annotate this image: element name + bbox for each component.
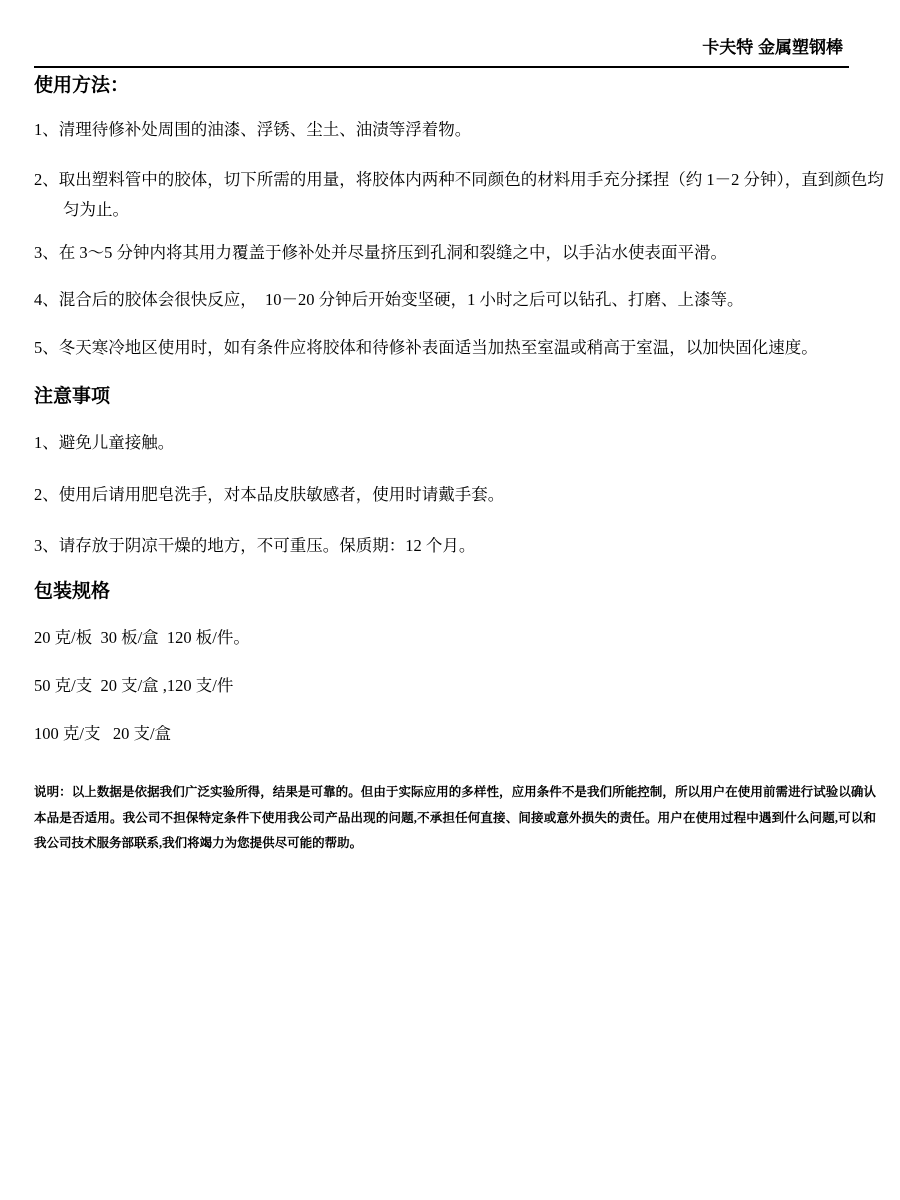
notes-item-2: 2、使用后请用肥皂洗手，对本品皮肤敏感者，使用时请戴手套。 bbox=[34, 485, 505, 504]
notes-item-1: 1、避免儿童接触。 bbox=[34, 433, 175, 452]
usage-item-1: 1、清理待修补处周围的油漆、浮锈、尘土、油渍等浮着物。 bbox=[34, 120, 472, 139]
doc-header-title: 卡夫特 金属塑钢棒 bbox=[702, 38, 843, 57]
usage-section-heading: 使用方法： bbox=[34, 75, 130, 96]
usage-item-2: 2、取出塑料管中的胶体，切下所需的用量，将胶体内两种不同颜色的材料用手充分揉捏（约 1－2 分钟），直到颜色均匀为止。 bbox=[34, 170, 884, 219]
notes-item-3: 3、请存放于阴凉干燥的地方，不可重压。保质期：12 个月。 bbox=[34, 536, 476, 555]
packaging-spec-3: 100 克/支 20 支/盒 bbox=[34, 724, 172, 743]
usage-item-3: 3、在 3～5 分钟内将其用力覆盖于修补处并尽量挤压到孔洞和裂缝之中，以手沾水使表面平滑。 bbox=[34, 243, 727, 262]
packaging-spec-2: 50 克/支 20 支/盒 ,120 支/件 bbox=[34, 676, 234, 695]
disclaimer-text: 说明：以上数据是依据我们广泛实验所得，结果是可靠的。但由于实际应用的多样性，应用条件不是我们所能控制，所以用户在使用前需进行试验以确认本品是否适用。我公司不担保特定条件下使用我公司产品出现的问题,不承担任何直接、间接或意外损失的责任。用户在使用过程中遇到什么问题,可以和我公司技术服务部联系,我们将竭力为您提供尽可能的帮助。 bbox=[34, 785, 876, 850]
header-divider bbox=[34, 66, 849, 68]
notes-section-heading: 注意事项 bbox=[34, 386, 111, 407]
packaging-spec-1: 20 克/板 30 板/盒 120 板/件。 bbox=[34, 628, 250, 647]
packaging-section-heading: 包装规格 bbox=[34, 581, 111, 602]
usage-item-5: 5、冬天寒冷地区使用时，如有条件应将胶体和待修补表面适当加热至室温或稍高于室温，以加快固化速度。 bbox=[34, 338, 818, 357]
usage-item-4: 4、混合后的胶体会很快反应， 10－20 分钟后开始变坚硬，1 小时之后可以钻孔、打磨、上漆等。 bbox=[34, 290, 744, 309]
